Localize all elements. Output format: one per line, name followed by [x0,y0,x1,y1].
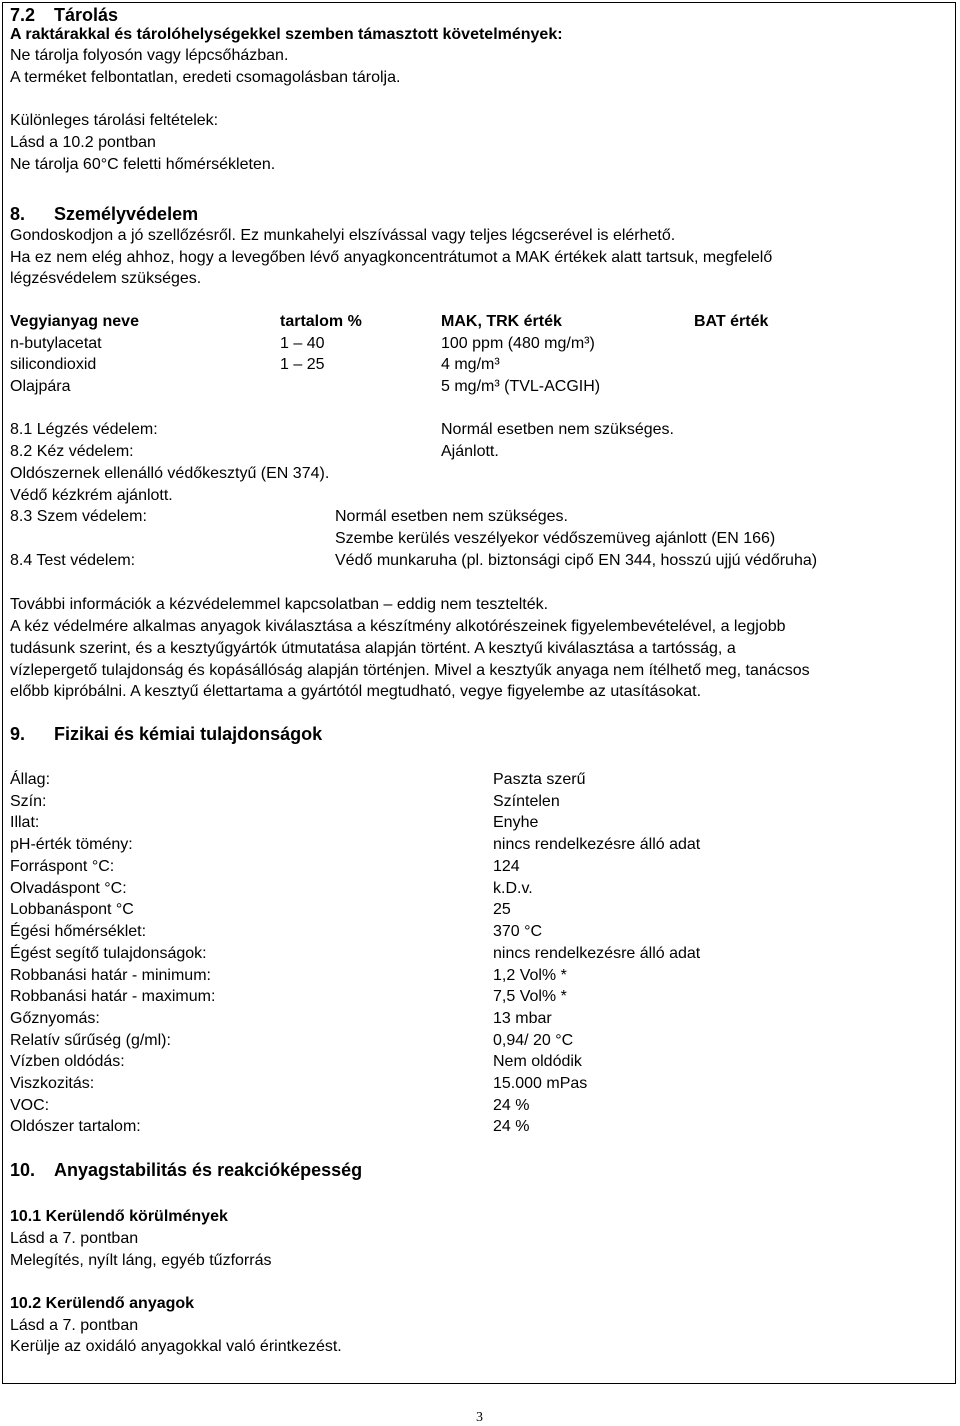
section-10-number: 10. [10,1160,36,1180]
property-label: Olvadáspont °C: [10,880,127,897]
body-protection-label: 8.4 Test védelem: [10,552,136,569]
property-value: 25 [493,901,511,918]
section-10-1-title: 10.1 Kerülendő körülmények [10,1208,228,1225]
property-label: Illat: [10,814,40,831]
property-value: 370 °C [493,923,543,940]
property-label: Vízben oldódás: [10,1053,125,1070]
property-label: Relatív sűrűség (g/ml): [10,1032,171,1049]
section-7-2-title: Tárolás [54,5,119,25]
table-cell: 5 mg/m³ (TVL-ACGIH) [441,378,601,395]
table-cell: 1 – 40 [280,335,325,352]
hand-protection-label: 8.2 Kéz védelem: [10,443,134,460]
glove-info-line: előbb kipróbálni. A kesztyű élettartama a gyártótól megtudható, vegye figyelembe az utasításokat. [10,683,702,700]
storage-line: A terméket felbontatlan, eredeti csomagolásban tárolja. [10,69,401,86]
storage-line: Ne tárolja 60°C feletti hőmérsékleten. [10,156,276,173]
respiratory-text: Ha ez nem elég ahhoz, hogy a levegőben lévő anyagkoncentrátumot a MAK értékek alatt tartsuk, megfelelő [10,249,773,266]
eye-protection-value-2: Szembe kerülés veszélyekor védőszemüveg ajánlott (EN 166) [335,530,776,547]
property-label: Robbanási határ - minimum: [10,967,211,984]
materials-line: Kerülje az oxidáló anyagokkal való érintkezést. [10,1338,342,1355]
property-value: nincs rendelkezésre álló adat [493,836,701,853]
eye-protection-value: Normál esetben nem szükséges. [335,508,568,525]
property-label: VOC: [10,1097,50,1114]
property-value: 0,94/ 20 °C [493,1032,574,1049]
eye-protection-label: 8.3 Szem védelem: [10,508,147,525]
table-cell: Olajpára [10,378,71,395]
section-9-number: 9. [10,724,26,744]
respiratory-protection-label: 8.1 Légzés védelem: [10,421,158,438]
storage-requirements-heading: A raktárakkal és tárolóhelységekkel szemben támasztott követelmények: [10,26,563,43]
section-8-number: 8. [10,204,26,224]
property-value: 24 % [493,1118,530,1135]
table-cell: n-butylacetat [10,335,102,352]
property-label: Égést segítő tulajdonságok: [10,945,207,962]
page-number: 3 [476,1410,483,1425]
table-header-bat: BAT érték [694,313,769,330]
table-cell: 4 mg/m³ [441,356,500,373]
special-storage-heading: Különleges tárolási feltételek: [10,112,219,129]
cream-text: Védő kézkrém ajánlott. [10,487,173,504]
table-cell: 1 – 25 [280,356,325,373]
table-cell: 100 ppm (480 mg/m³) [441,335,595,352]
property-label: Égési hőmérséklet: [10,923,147,940]
property-label: Állag: [10,771,51,788]
property-label: Gőznyomás: [10,1010,100,1027]
property-label: Robbanási határ - maximum: [10,988,216,1005]
table-header-content: tartalom % [280,313,362,330]
glove-info-line: tudásunk szerint, és a kesztyűgyártók útmutatása alapján történt. A kesztyű kiválasztása a tartósság, a [10,640,736,657]
property-value: 1,2 Vol% * [493,967,567,984]
property-label: Forráspont °C: [10,858,115,875]
property-value: 13 mbar [493,1010,552,1027]
property-value: nincs rendelkezésre álló adat [493,945,701,962]
table-header-mak: MAK, TRK érték [441,313,562,330]
property-value: Paszta szerű [493,771,586,788]
conditions-line: Lásd a 7. pontban [10,1230,139,1247]
table-header-substance: Vegyianyag neve [10,313,139,330]
respiratory-protection-value: Normál esetben nem szükséges. [441,421,674,438]
section-10-2-title: 10.2 Kerülendő anyagok [10,1295,195,1312]
property-value: Színtelen [493,793,560,810]
property-value: 7,5 Vol% * [493,988,567,1005]
section-9-title: Fizikai és kémiai tulajdonságok [54,724,323,744]
respiratory-text: légzésvédelem szükséges. [10,270,202,287]
property-value: 124 [493,858,520,875]
table-cell: silicondioxid [10,356,97,373]
property-value: 15.000 mPas [493,1075,588,1092]
property-value: Nem oldódik [493,1053,582,1070]
section-10-title: Anyagstabilitás és reakcióképesség [54,1160,363,1180]
glove-info-line: vízlepergető tulajdonság és kopásállóság alapján történjen. Mivel a kesztyűk anyaga nem ítélhető meg, tanácsos [10,662,810,679]
glove-text: Oldószernek ellenálló védőkesztyű (EN 374). [10,465,330,482]
property-label: Lobbanáspont °C [10,901,134,918]
property-value: 24 % [493,1097,530,1114]
materials-line: Lásd a 7. pontban [10,1317,139,1334]
property-value: k.D.v. [493,880,533,897]
glove-info-line: További információk a kézvédelemmel kapcsolatban – eddig nem tesztelték. [10,596,549,613]
body-protection-value: Védő munkaruha (pl. biztonsági cipő EN 344, hosszú ujjú védőruha) [335,552,818,569]
ventilation-text: Gondoskodjon a jó szellőzésről. Ez munkahelyi elszívással vagy teljes légcserével is elérhető. [10,227,676,244]
hand-protection-value: Ajánlott. [441,443,499,460]
section-7-2-number: 7.2 [10,5,36,25]
storage-line: Lásd a 10.2 pontban [10,134,156,151]
section-8-title: Személyvédelem [54,204,199,224]
conditions-line: Melegítés, nyílt láng, egyéb tűzforrás [10,1252,272,1269]
property-label: Oldószer tartalom: [10,1118,141,1135]
property-label: pH-érték tömény: [10,836,133,853]
property-label: Viszkozitás: [10,1075,95,1092]
property-label: Szín: [10,793,47,810]
property-value: Enyhe [493,814,539,831]
glove-info-line: A kéz védelmére alkalmas anyagok kiválasztása a készítmény alkotórészeinek figyelembevételével, a legjobb [10,618,786,635]
storage-line: Ne tárolja folyosón vagy lépcsőházban. [10,47,289,64]
